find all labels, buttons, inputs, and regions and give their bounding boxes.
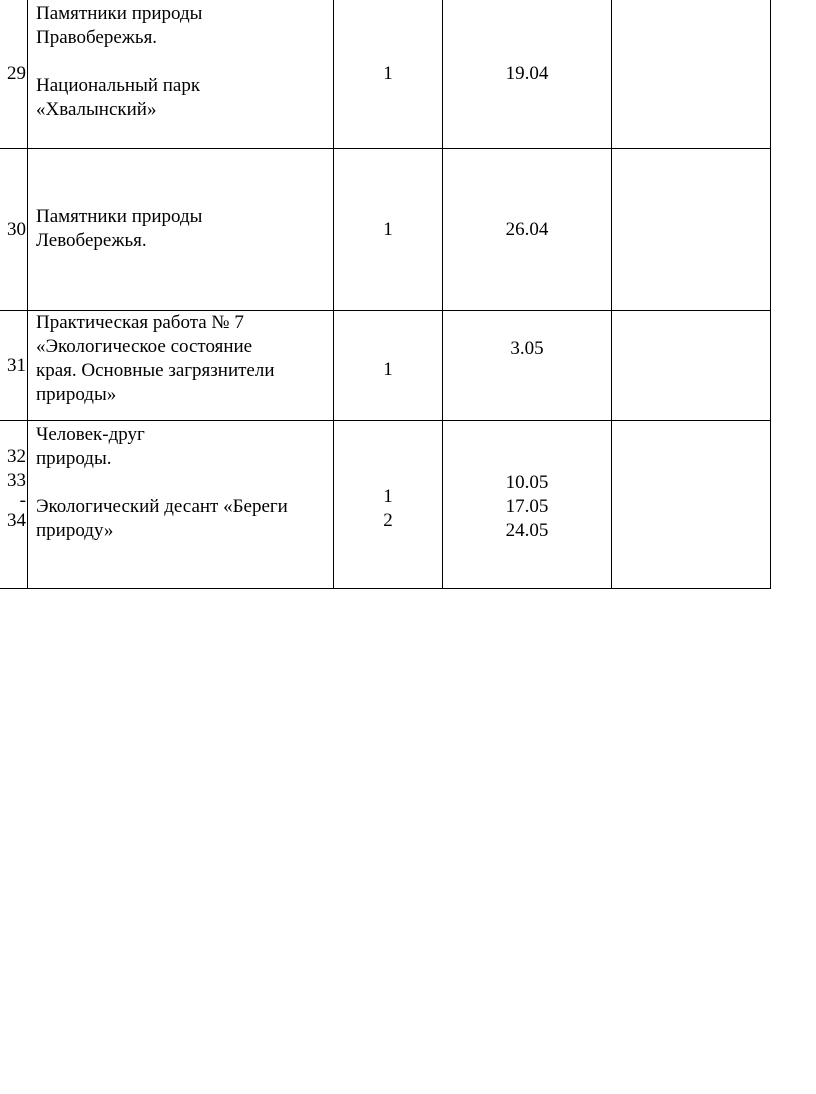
date-value: 26.04 — [505, 218, 549, 240]
note-cell — [612, 421, 771, 589]
date-cell — [443, 149, 612, 311]
hours-value: 1 — [383, 218, 393, 240]
lesson-number: 33 — [7, 470, 26, 491]
hours-value: 1 — [383, 62, 393, 84]
topic-line: природу» — [36, 520, 114, 541]
hours-value: 2 — [383, 509, 393, 531]
topic-spacer — [36, 471, 333, 495]
hours-value: 1 — [383, 358, 393, 380]
hours-cell — [334, 311, 443, 421]
topic-line: Памятники природы — [36, 3, 203, 24]
hours-cell — [334, 0, 443, 149]
lesson-topic-cell — [28, 0, 334, 149]
lesson-number: 30 — [7, 218, 26, 240]
topic-line: Правобережья. — [36, 27, 158, 48]
topic-line: Национальный парк — [36, 75, 201, 96]
table-row — [0, 311, 771, 421]
lesson-topic-cell — [28, 311, 334, 421]
hours-value: 1 — [383, 485, 393, 507]
topic-spacer — [36, 50, 333, 74]
topic-line: Практическая работа № 7 — [36, 312, 244, 333]
lesson-number: 31 — [7, 354, 26, 376]
topic-line: Памятники природы — [36, 205, 203, 227]
lesson-number-cell — [0, 149, 28, 311]
topic-line: края. Основные загрязнители — [36, 360, 275, 381]
topic-line: «Хвалынский» — [36, 99, 157, 120]
note-cell — [612, 149, 771, 311]
topic-line: Человек-друг — [36, 424, 145, 445]
date-value: 10.05 — [505, 471, 549, 493]
topic-line: природы» — [36, 384, 117, 405]
date-cell — [443, 311, 612, 421]
table-row — [0, 149, 771, 311]
note-cell — [612, 311, 771, 421]
lesson-number-dash: - — [19, 490, 26, 511]
topic-line: «Экологическое состояние — [36, 336, 253, 357]
date-value: 17.05 — [505, 495, 549, 517]
date-cell — [443, 421, 612, 589]
note-cell — [612, 0, 771, 149]
topic-line: Экологический десант «Береги — [36, 496, 288, 517]
lesson-number-cell — [0, 311, 28, 421]
topic-line: природы. — [36, 448, 112, 469]
hours-cell — [334, 149, 443, 311]
lesson-topic-cell — [28, 149, 334, 311]
lesson-number-cell — [0, 0, 28, 149]
topic-line: Левобережья. — [36, 229, 147, 251]
lesson-number: 34 — [7, 510, 26, 531]
date-value: 19.04 — [505, 62, 549, 84]
table-row — [0, 0, 771, 149]
hours-cell — [334, 421, 443, 589]
date-value: 3.05 — [510, 338, 544, 359]
date-cell — [443, 0, 612, 149]
date-value: 24.05 — [505, 519, 549, 541]
lesson-topic-cell — [28, 421, 334, 589]
lesson-number: 29 — [7, 62, 26, 84]
lesson-number: 32 — [7, 446, 26, 467]
lesson-number-cell — [0, 421, 28, 589]
table-row — [0, 421, 771, 589]
